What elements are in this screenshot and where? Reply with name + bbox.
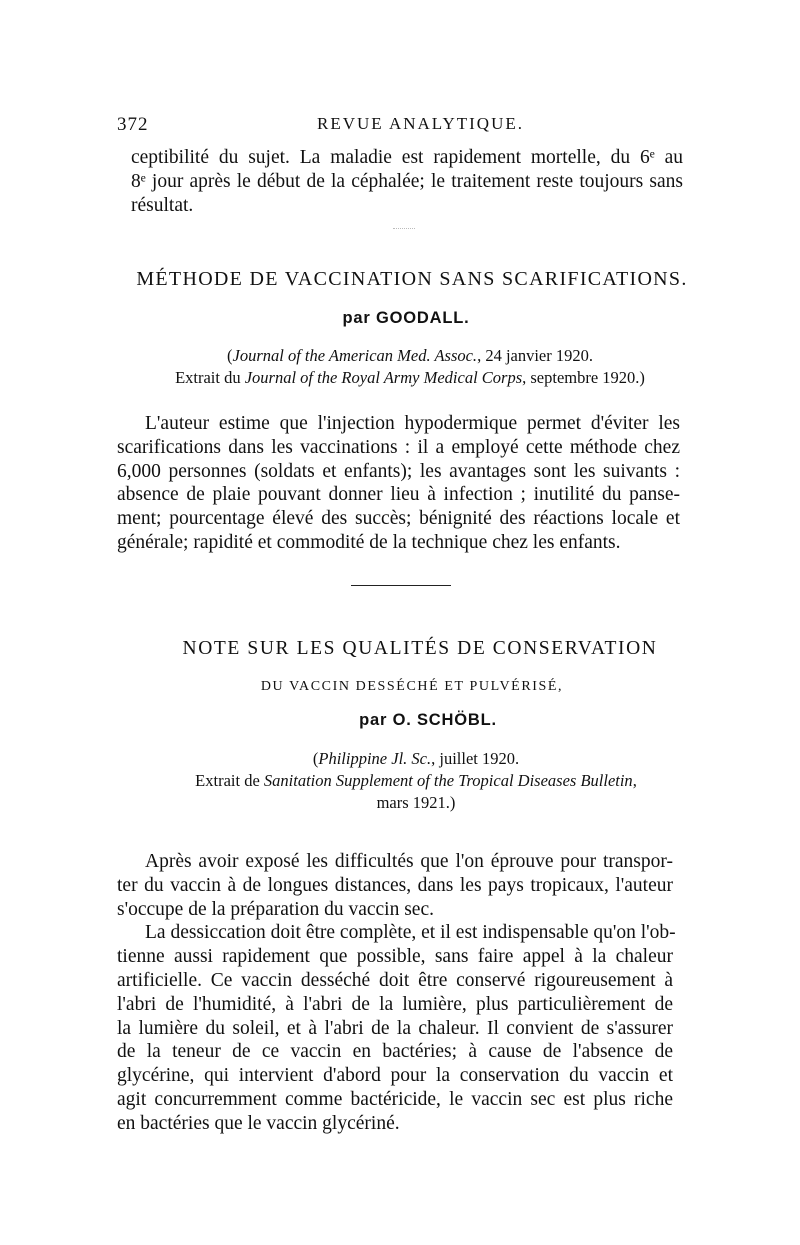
running-head: REVUE ANALYTIQUE.	[317, 114, 524, 133]
article-author	[0, 711, 800, 730]
reference-paren: (	[312, 749, 319, 768]
reference-line	[16, 770, 800, 792]
journal-name: Journal of the Royal Army Medical Corps	[244, 368, 523, 387]
text-line: de la teneur de ce vaccin en bactéries; à cause de l'absence de	[117, 1041, 673, 1063]
article-body	[117, 850, 676, 1136]
reference-date: , septembre 1920.)	[522, 368, 645, 387]
reference-line: mars 1921.)	[376, 793, 456, 812]
text-line: glycérine, qui intervient d'abord pour la conservation du vaccin et	[117, 1065, 673, 1087]
text-line: Après avoir exposé les difficultés que l'on éprouve pour transpor-	[145, 851, 673, 872]
section-divider	[351, 585, 451, 586]
text-line: l'abri de l'humidité, à l'abri de la lumière, plus particulièrement de	[117, 993, 673, 1015]
reference-line	[16, 748, 800, 770]
reference-prefix: Extrait du	[175, 368, 245, 387]
text-line: scarifications dans les vaccinations : il a employé cette méthode chez	[117, 436, 680, 458]
text-line: ter du vaccin à de longues distances, dans les pays tropicaux, l'auteur	[117, 874, 673, 896]
article-author	[0, 309, 800, 328]
text-line: 8ᵉ jour après le début de la céphalée; le traitement reste toujours sans	[131, 170, 683, 192]
text-line: L'auteur estime que l'injection hypodermique permet d'éviter les	[145, 413, 680, 434]
text-line: agit concurremment comme bactéricide, le vaccin sec est plus riche	[117, 1088, 673, 1110]
text-line: 6,000 personnes (soldats et enfants); les avantages sont les suivants :	[117, 460, 680, 482]
continuation-paragraph	[131, 146, 683, 217]
page-header	[117, 114, 677, 136]
article-reference	[0, 345, 800, 389]
article-title: NOTE SUR LES QUALITÉS DE CONSERVATION	[182, 638, 658, 659]
reference-date: , juillet 1920.	[431, 749, 520, 768]
author-name: O. SCHÖBL.	[392, 711, 497, 729]
text-line: ment; pourcentage élevé des succès; bénignité des réactions locale et	[117, 508, 680, 530]
reference-paren: (	[227, 346, 233, 365]
faint-mark	[393, 228, 415, 229]
journal-name: Journal of the American Med. Assoc.	[232, 346, 478, 365]
journal-name: Philippine Jl. Sc.	[318, 749, 432, 768]
author-prefix: par	[359, 711, 388, 729]
text-line: en bactéries que le vaccin glycériné.	[117, 1112, 400, 1134]
reference-prefix: Extrait de	[195, 771, 264, 790]
text-line: générale; rapidité et commodité de la technique chez les enfants.	[117, 531, 621, 553]
text-line: artificielle. Ce vaccin desséché doit être conservé rigoureusement à	[117, 969, 673, 991]
journal-name: Sanitation Supplement of the Tropical Diseases Bulletin	[263, 771, 633, 790]
article-body	[117, 412, 680, 555]
reference-date: , 24 janvier 1920.	[477, 346, 593, 365]
article-reference	[0, 748, 800, 814]
text-line: ceptibilité du sujet. La maladie est rapidement mortelle, du 6ᵉ au	[131, 147, 683, 168]
text-line: La dessiccation doit être complète, et il est indispensable qu'on l'ob-	[145, 922, 676, 944]
author-prefix: par	[342, 309, 371, 327]
page-number: 372	[117, 114, 149, 135]
text-line: tienne aussi rapidement que possible, sans faire appel à la chaleur	[117, 946, 673, 968]
reference-line	[10, 367, 800, 389]
text-line: la lumière du soleil, et à l'abri de la chaleur. Il convient de s'assurer	[117, 1017, 673, 1039]
text-line: absence de plaie pouvant donner lieu à infection ; inutilité du panse-	[117, 484, 680, 506]
reference-punct: ,	[632, 771, 637, 790]
article-subtitle: DU VACCIN DESSÉCHÉ ET PULVÉRISÉ,	[260, 679, 564, 694]
reference-line	[10, 345, 800, 367]
text-line: résultat.	[131, 194, 194, 216]
article-title: MÉTHODE DE VACCINATION SANS SCARIFICATIONS.	[136, 268, 688, 290]
text-line: s'occupe de la préparation du vaccin sec.	[117, 898, 434, 920]
author-name: GOODALL.	[375, 309, 470, 327]
